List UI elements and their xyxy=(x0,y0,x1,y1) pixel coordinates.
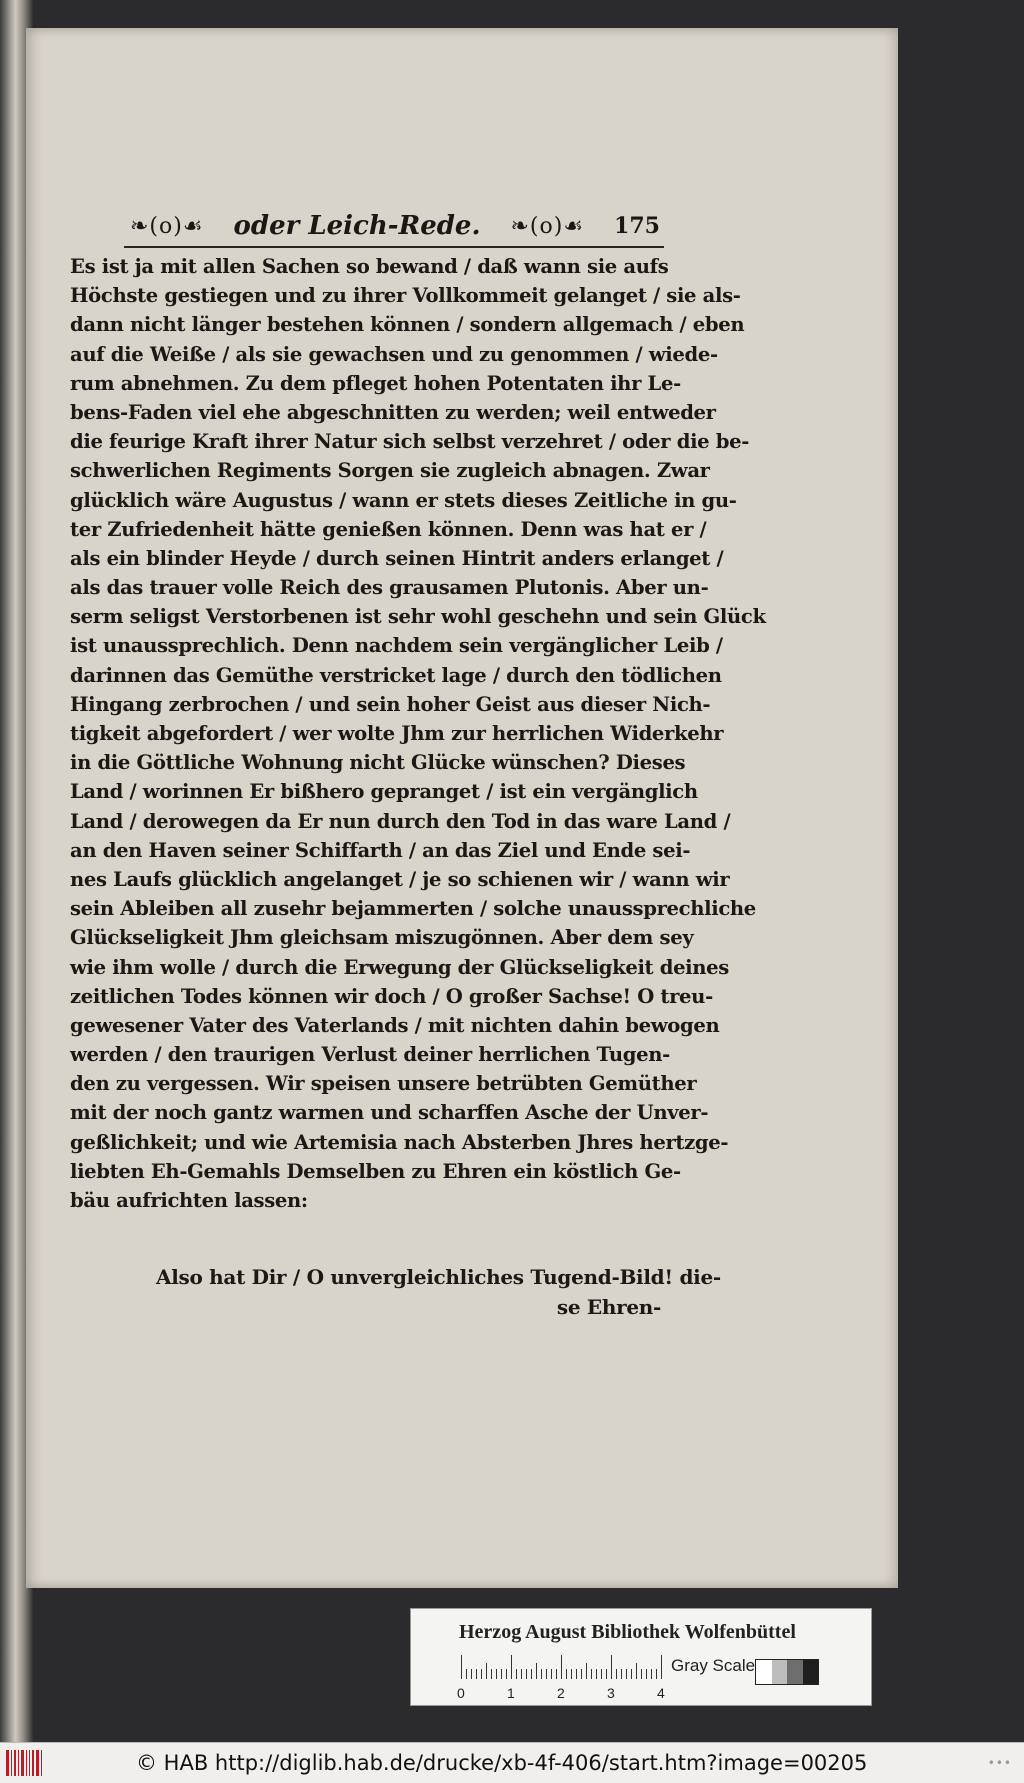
running-head xyxy=(130,208,660,244)
scale-tick xyxy=(531,1669,532,1679)
scale-tick xyxy=(601,1669,602,1679)
scale-tick xyxy=(566,1669,567,1679)
body-text xyxy=(70,252,766,1215)
body-line: Glückseligkeit Jhm gleichsam miszugönnen. Aber dem sey xyxy=(70,926,694,950)
scale-number: 0 xyxy=(457,1685,465,1701)
barcode-icon[interactable] xyxy=(6,1750,46,1776)
scale-tick xyxy=(481,1669,482,1679)
body-line: Land / worinnen Er bißhero gepranget / ist ein vergänglich xyxy=(70,780,698,804)
scale-tick xyxy=(636,1663,637,1679)
scale-tick xyxy=(516,1669,517,1679)
scale-tick xyxy=(521,1669,522,1679)
scale-tick xyxy=(656,1669,657,1679)
body-line: rum abnehmen. Zu dem pfleget hohen Potentaten ihr Le- xyxy=(70,371,681,395)
scale-tick xyxy=(641,1669,642,1679)
barcode-bar xyxy=(11,1750,12,1776)
status-url-text[interactable]: © HAB http://diglib.hab.de/drucke/xb-4f-406/start.htm?image=00205 xyxy=(136,1751,868,1775)
body-line: Es ist ja mit allen Sachen so bewand / daß wann sie aufs xyxy=(70,255,669,278)
scale-tick xyxy=(606,1669,607,1679)
scale-tick xyxy=(471,1669,472,1679)
scale-number: 1 xyxy=(507,1685,515,1701)
catchword-line: se Ehren- xyxy=(556,1295,661,1319)
body-line: nes Laufs glücklich angelanget / je so schienen wir / wann wir xyxy=(70,867,730,891)
scale-tick xyxy=(526,1669,527,1679)
gray-swatch xyxy=(756,1660,772,1684)
scale-tick xyxy=(501,1669,502,1679)
closing-lines xyxy=(156,1262,721,1322)
dots-icon[interactable]: ••• xyxy=(987,1756,1012,1770)
body-line: Land / derowegen da Er nun durch den Tod in das ware Land / xyxy=(70,809,731,833)
barcode-bar xyxy=(41,1750,42,1776)
scale-tick xyxy=(486,1663,487,1679)
color-reference-chart xyxy=(410,1608,872,1706)
gray-swatch xyxy=(772,1660,788,1684)
scale-tick xyxy=(631,1669,632,1679)
body-line: als das trauer volle Reich des grausamen Plutonis. Aber un- xyxy=(70,576,709,600)
scale-tick xyxy=(476,1669,477,1679)
scale-number: 2 xyxy=(557,1685,565,1701)
body-line: schwerlichen Regiments Sorgen sie zugleich abnagen. Zwar xyxy=(70,459,710,483)
scale-tick xyxy=(556,1669,557,1679)
scale-tick xyxy=(651,1669,652,1679)
barcode-bar xyxy=(14,1750,16,1776)
barcode-bar xyxy=(6,1750,9,1776)
page-content xyxy=(26,28,898,1588)
running-head-title: oder Leich-Rede. xyxy=(233,211,481,241)
scale-tick xyxy=(621,1669,622,1679)
measure-scale xyxy=(461,1655,661,1679)
gray-scale-label: Gray Scale xyxy=(671,1656,756,1675)
body-line: tigkeit abgefordert / wer wolte Jhm zur herrlichen Widerkehr xyxy=(70,722,724,745)
scale-tick xyxy=(626,1669,627,1679)
ornament-left: ❧(o)☙ xyxy=(130,213,204,239)
scale-tick xyxy=(616,1669,617,1679)
body-line: serm seligst Verstorbenen ist sehr wohl geschehn und sein Glück xyxy=(70,605,766,629)
scale-tick xyxy=(506,1669,507,1679)
gray-swatch xyxy=(787,1660,803,1684)
body-line: bens-Faden viel ehe abgeschnitten zu werden; weil entweder xyxy=(70,400,716,424)
body-line: zeitlichen Todes können wir doch / O großer Sachse! O treu- xyxy=(70,984,713,1008)
body-line: mit der noch gantz warmen und scharffen Asche der Unver- xyxy=(70,1101,709,1125)
barcode-bar xyxy=(29,1750,30,1776)
body-line: als ein blinder Heyde / durch seinen Hintrit anders erlanget / xyxy=(70,546,724,570)
scale-tick xyxy=(581,1669,582,1679)
body-line: darinnen das Gemüthe verstricket lage / durch den tödlichen xyxy=(70,663,722,687)
body-line: ter Zufriedenheit hätte genießen können. Denn was hat er / xyxy=(70,517,707,541)
body-line: den zu vergessen. Wir speisen unsere betrübten Gemüther xyxy=(70,1072,697,1096)
body-line: auf die Weiße / als sie gewachsen und zu genommen / wiede- xyxy=(70,342,718,366)
body-line: Höchste gestiegen und zu ihrer Vollkommeit gelanget / sie als- xyxy=(70,284,741,308)
body-line: liebten Eh-Gemahls Demselben zu Ehren ein köstlich Ge- xyxy=(70,1159,681,1183)
scale-tick xyxy=(646,1669,647,1679)
barcode-bar xyxy=(26,1750,27,1776)
scale-tick xyxy=(546,1669,547,1679)
barcode-bar xyxy=(32,1750,34,1776)
scale-tick xyxy=(571,1669,572,1679)
body-line: in die Göttliche Wohnung nicht Glücke wünschen? Dieses xyxy=(70,751,686,775)
body-line: ist unaussprechlich. Denn nachdem sein vergänglicher Leib / xyxy=(70,634,723,658)
body-line: an den Haven seiner Schiffarth / an das Ziel und Ende sei- xyxy=(70,838,691,862)
barcode-bar xyxy=(36,1750,39,1776)
scale-tick xyxy=(551,1669,552,1679)
gray-scale-strip xyxy=(755,1659,819,1685)
gray-swatch xyxy=(803,1660,819,1684)
scale-tick xyxy=(596,1669,597,1679)
closing-line-1: Also hat Dir / O unvergleichliches Tugend-Bild! die- xyxy=(156,1265,721,1289)
scale-tick xyxy=(561,1655,562,1679)
scale-tick xyxy=(541,1669,542,1679)
body-line: bäu aufrichten lassen: xyxy=(70,1189,308,1212)
scale-tick xyxy=(586,1663,587,1679)
scale-tick xyxy=(611,1655,612,1679)
body-line: wie ihm wolle / durch die Erwegung der Glückseligkeit deines xyxy=(70,955,729,979)
body-line: sein Ableiben all zusehr bejammerten / solche unaussprechliche xyxy=(70,897,756,921)
body-line: glücklich wäre Augustus / wann er stets dieses Zeitliche in gu- xyxy=(70,488,737,512)
scale-number: 4 xyxy=(657,1685,665,1701)
scale-tick xyxy=(491,1669,492,1679)
body-line: gewesener Vater des Vaterlands / mit nichten dahin bewogen xyxy=(70,1013,720,1037)
body-line: Hingang zerbrochen / und sein hoher Geist aus dieser Nich- xyxy=(70,692,711,716)
scale-tick xyxy=(511,1655,512,1679)
scale-tick xyxy=(591,1669,592,1679)
scale-number: 3 xyxy=(607,1685,615,1701)
barcode-bar xyxy=(21,1750,24,1776)
scanned-page xyxy=(26,28,898,1588)
running-head-rule xyxy=(124,246,664,248)
scale-tick xyxy=(536,1663,537,1679)
chart-title: Herzog August Bibliothek Wolfenbüttel xyxy=(459,1621,796,1643)
ornament-right: ❧(o)☙ xyxy=(510,213,585,239)
scale-tick xyxy=(466,1669,467,1679)
body-line: dann nicht länger bestehen können / sondern allgemach / eben xyxy=(70,313,745,337)
scale-tick xyxy=(461,1655,462,1679)
page-number: 175 xyxy=(614,213,660,239)
body-line: geßlichkeit; und wie Artemisia nach Absterben Jhres hertzge- xyxy=(70,1130,729,1154)
body-line: die feurige Kraft ihrer Natur sich selbst verzehret / oder die be- xyxy=(70,430,750,454)
scale-tick xyxy=(496,1669,497,1679)
body-line: werden / den traurigen Verlust deiner herrlichen Tugen- xyxy=(70,1043,670,1067)
barcode-bar xyxy=(18,1750,19,1776)
scale-tick xyxy=(661,1655,662,1679)
status-bar xyxy=(0,1742,1024,1783)
scale-tick xyxy=(576,1669,577,1679)
